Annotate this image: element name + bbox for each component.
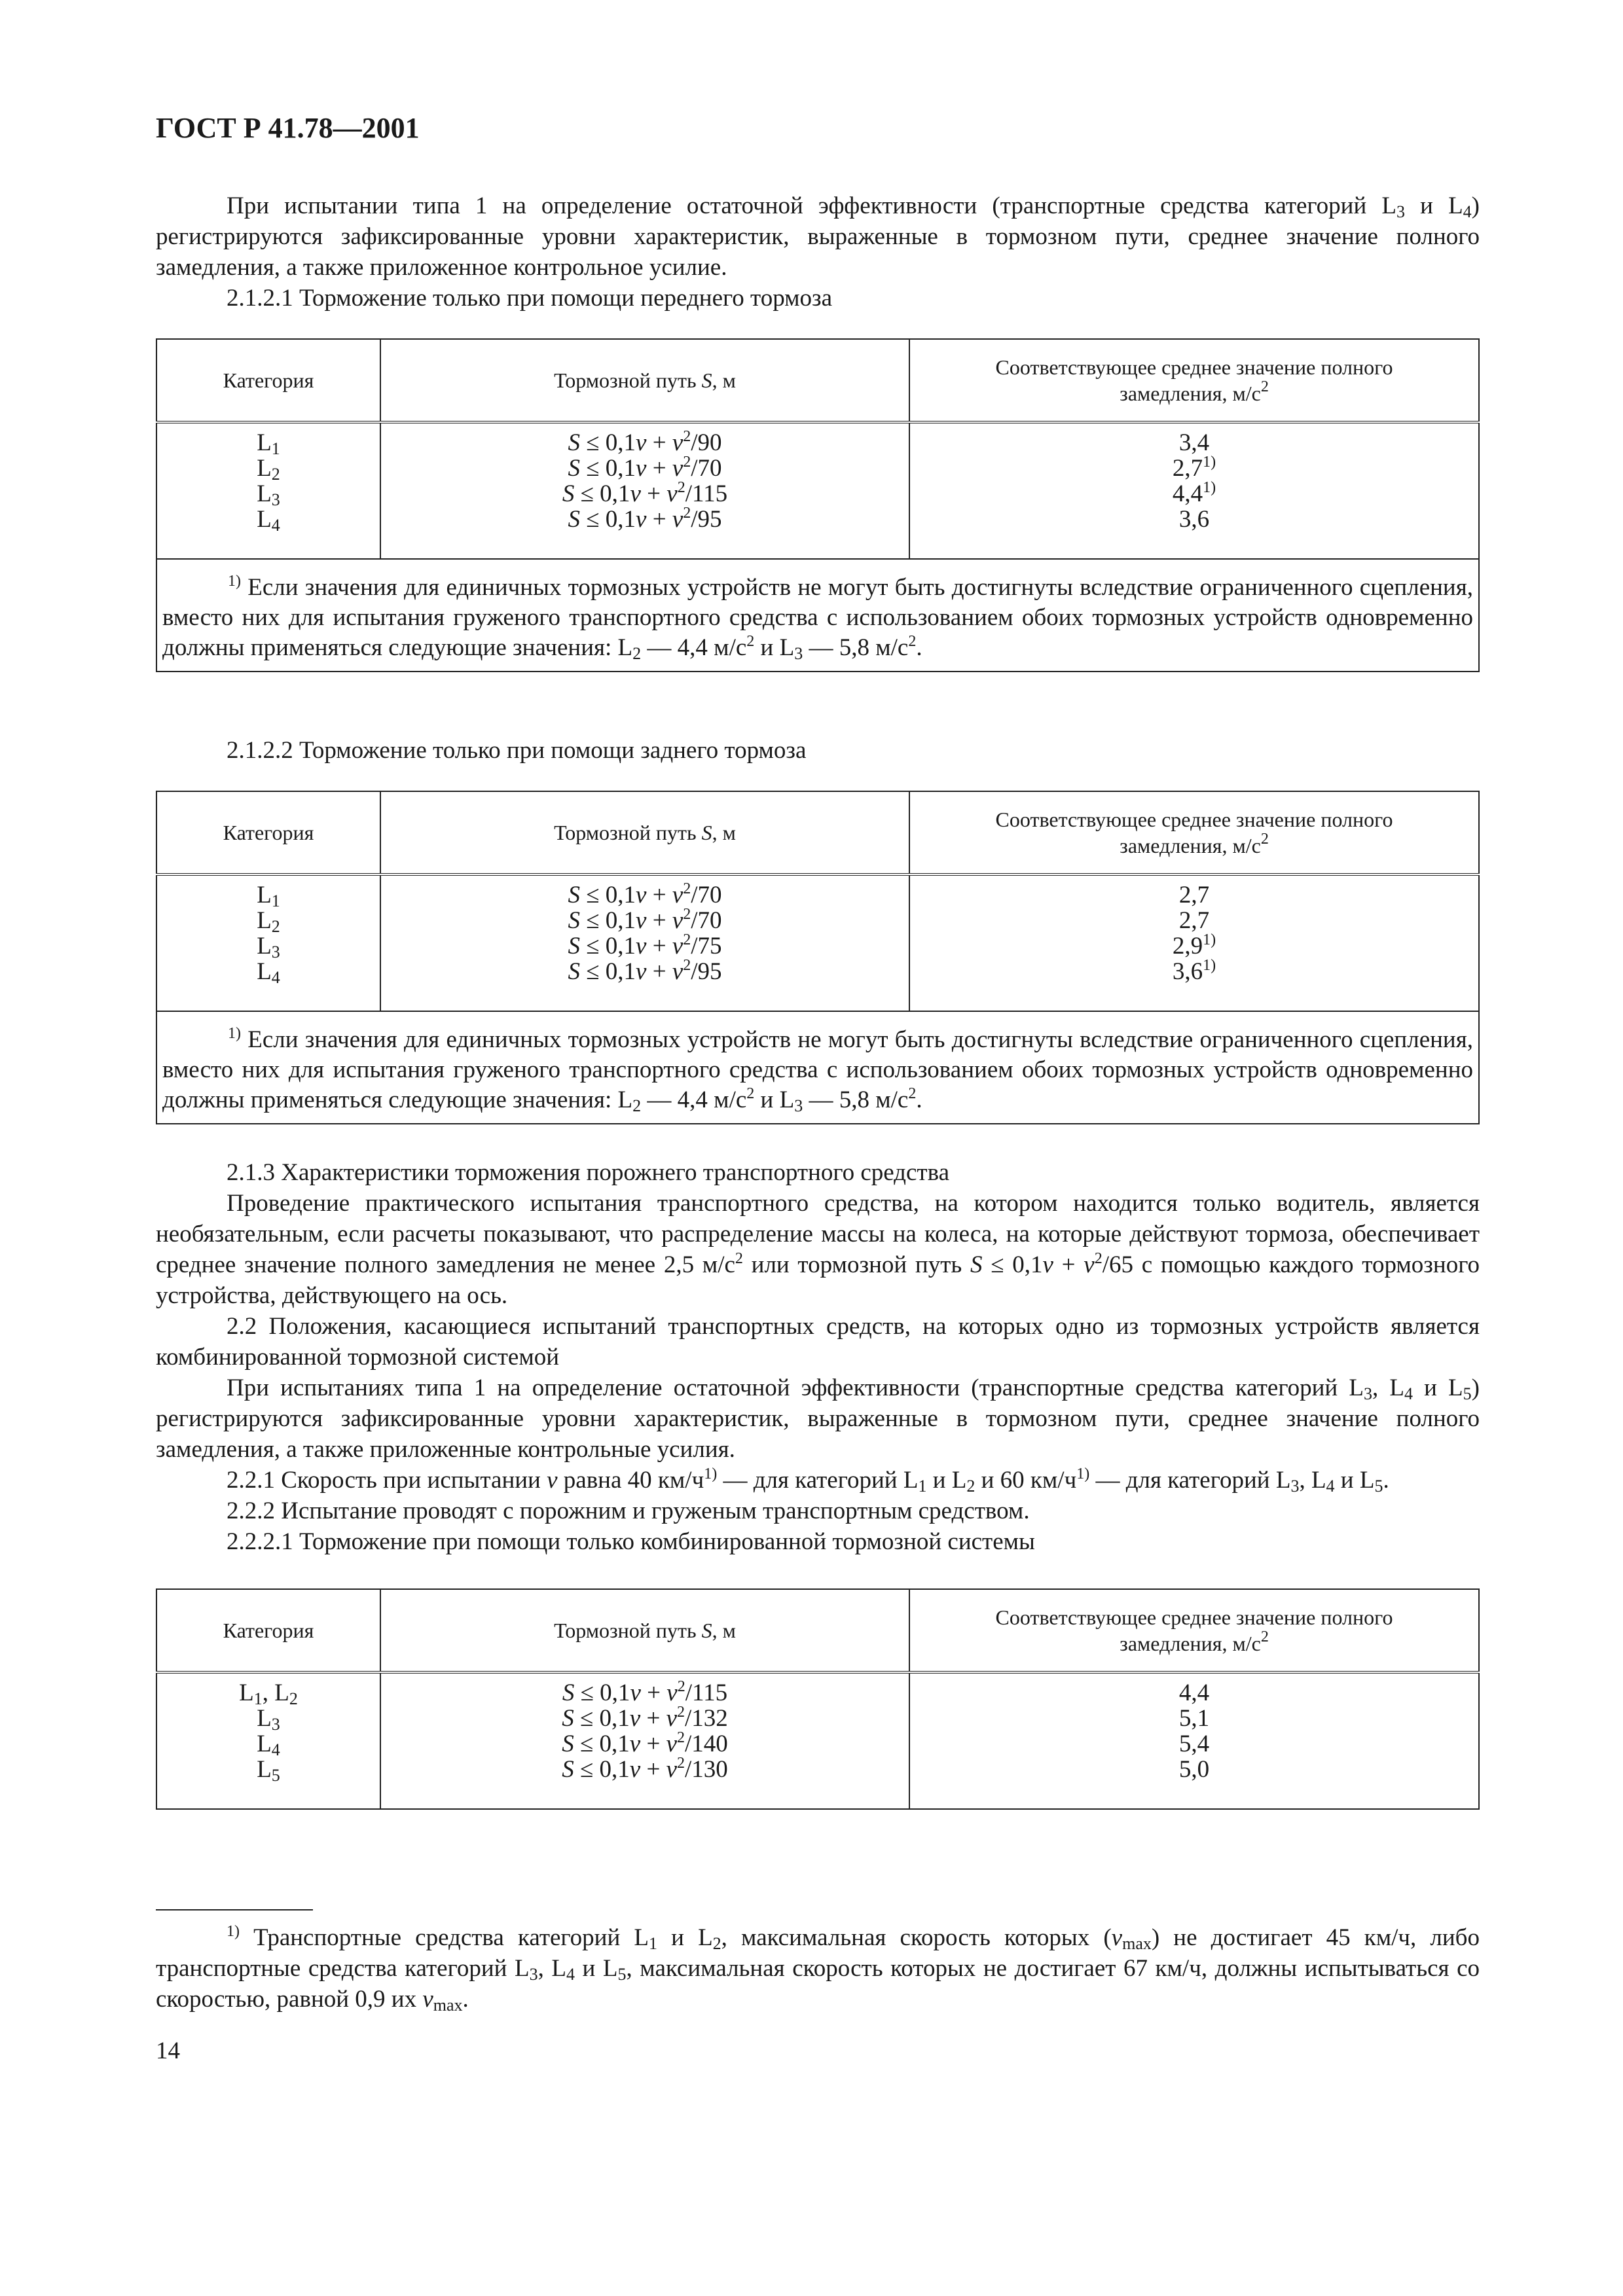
paragraph-2-2: При испытаниях типа 1 на определение остаточной эффективности (транспортные средства категорий $L_3$, $L_4$ и $L_5$) регистрируются зафиксированные уровни характеристик, выраженные в тормозном пути, среднее значение полного замедления, а также приложенные контрольные усилия. xyxy=(156,1374,1480,1463)
section-2-2-1: 2.2.1 Скорость при испытании v равна 40 $км/ч^{1)}$ — для категорий $L_1$ и $L_2$ и 60 $км/ч^{1)}$ — для категорий $L_3$, $L_4$ и $L_5$. xyxy=(227,1465,1389,1496)
col-header-deceleration: Соответствующее среднее значение полного замедления, $м/с^2$ xyxy=(909,791,1479,874)
section-2-2-2-1-title: 2.2.2.1 Торможение при помощи только комбинированной тормозной системы xyxy=(227,1528,1035,1555)
col-header-category: Категория xyxy=(156,339,380,422)
footnote-divider xyxy=(156,1909,313,1910)
category-cell: $L_1$ $L_2$ $L_3$ $L_4$ xyxy=(156,426,380,559)
col-header-distance: Тормозной путь S, м xyxy=(380,339,909,422)
distance-cell: $S \le 0,1v + v^2/115$ $S \le 0,1v + v^2/132$ $S \le 0,1v + v^2/140$ $S \le 0,1v + v^2/130$ xyxy=(380,1676,909,1809)
intro-paragraph: При испытании типа 1 на определение остаточной эффективности (транспортные средства категорий $L_3$ и $L_4$) регистрируются зафиксированные уровни характеристик, выраженные в тормозном пути, среднее значение полного замедления, а также приложенное контрольное усилие. xyxy=(156,192,1480,281)
col-header-distance: Тормозной путь S, м xyxy=(380,1589,909,1672)
deceleration-cell: 4,4 5,1 5,4 5,0 xyxy=(909,1676,1479,1809)
distance-cell: $S \le 0,1v + v^2/90$ $S \le 0,1v + v^2/70$ $S \le 0,1v + v^2/115$ $S \le 0,1v + v^2/95$ xyxy=(380,426,909,559)
footnote: $^{1)}$ Транспортные средства категорий $L_1$ и $L_2$, максимальная скорость которых $(v_{max})$ не достигает 45 км/ч, либо транспортные средства категорий $L_3$, $L_4$ и $L_5$, максимальная скорость которых не достигает 67 км/ч, должны испытываться со скоростью, равной 0,9 их $v_{max}$. xyxy=(156,1923,1480,2015)
deceleration-cell: 3,4 2,7$^{1)}$ 4,4$^{1)}$ 3,6 xyxy=(909,426,1479,559)
table-combined-brake xyxy=(156,1588,1480,1810)
col-header-distance: Тормозной путь S, м xyxy=(380,791,909,874)
standard-header: ГОСТ Р 41.78—2001 xyxy=(156,112,420,144)
deceleration-cell: 2,7 2,7 2,9$^{1)}$ 3,6$^{1)}$ xyxy=(909,878,1479,1011)
section-2-1-2-1-title: 2.1.2.1 Торможение только при помощи переднего тормоза xyxy=(227,285,833,312)
section-2-2-2: 2.2.2 Испытание проводят с порожним и груженым транспортным средством. xyxy=(227,1498,1030,1524)
col-header-deceleration: Соответствующее среднее значение полного замедления, $м/с^2$ xyxy=(909,1589,1479,1672)
table-front-brake xyxy=(156,338,1480,672)
distance-cell: $S \le 0,1v + v^2/70$ $S \le 0,1v + v^2/70$ $S \le 0,1v + v^2/75$ $S \le 0,1v + v^2/95$ xyxy=(380,878,909,1011)
document-page xyxy=(156,111,1480,2065)
col-header-category: Категория xyxy=(156,1589,380,1672)
category-cell: $L_1$ $L_2$ $L_3$ $L_4$ xyxy=(156,878,380,1011)
section-2-1-3-title: 2.1.3 Характеристики торможения порожнего транспортного средства xyxy=(227,1159,950,1186)
page-number: 14 xyxy=(156,2037,180,2064)
table-note: $^{1)}$ Если значения для единичных тормозных устройств не могут быть достигнуты вследствие ограниченного сцепления, вместо них для испытания груженого транспортного средства с использованием обоих тормозных устройств одновременно должны применяться следующие значения: $L_2$ — 4,4 $м/с^2$ и $L_3$ — 5,8 $м/с^2$. xyxy=(156,1011,1479,1124)
section-2-1-2-2-title: 2.1.2.2 Торможение только при помощи заднего тормоза xyxy=(227,737,807,764)
table-rear-brake xyxy=(156,791,1480,1124)
paragraph-2-1-3: Проведение практического испытания транспортного средства, на котором находится только водитель, является необязательным, если расчеты показывают, что распределение массы на колеса, на которые действуют тормоза, обеспечивает среднее значение полного замедления не менее 2,5 $м/с^2$ или тормозной путь $S \le 0,1v + v^2/65$ с помощью каждого тормозного устройства, действующего на ось. xyxy=(156,1190,1480,1309)
col-header-category: Категория xyxy=(156,791,380,874)
section-2-2-title: 2.2 Положения, касающиеся испытаний транспортных средств, на которых одно из тормозных устройств является комбинированной тормозной системой xyxy=(156,1313,1480,1371)
category-cell: $L_1$, $L_2$ $L_3$ $L_4$ $L_5$ xyxy=(156,1676,380,1809)
table-note: $^{1)}$ Если значения для единичных тормозных устройств не могут быть достигнуты вследствие ограниченного сцепления, вместо них для испытания груженого транспортного средства с использованием обоих тормозных устройств одновременно должны применяться следующие значения: $L_2$ — 4,4 $м/с^2$ и $L_3$ — 5,8 $м/с^2$. xyxy=(156,559,1479,672)
col-header-deceleration: Соответствующее среднее значение полного замедления, $м/с^2$ xyxy=(909,339,1479,422)
